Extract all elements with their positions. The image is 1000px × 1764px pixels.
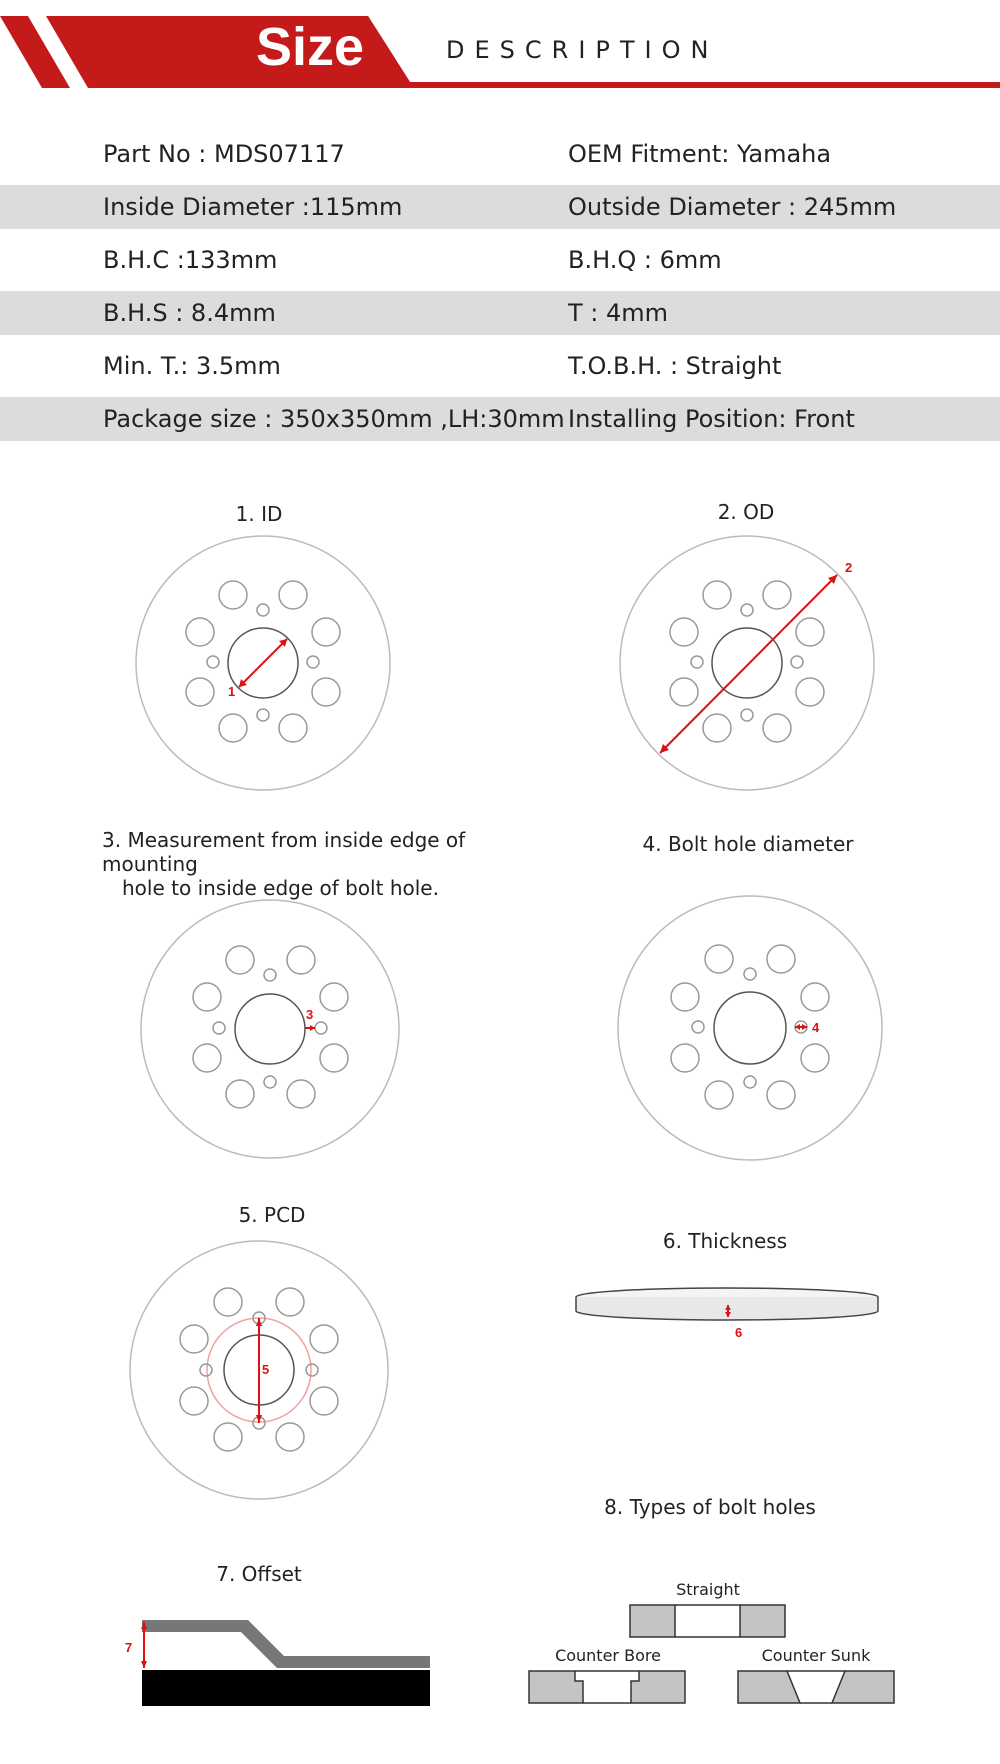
caption-od: 2. OD bbox=[717, 500, 775, 524]
spec-part-no: Part No : MDS07117 bbox=[103, 140, 345, 168]
od-disc-diagram bbox=[617, 533, 887, 793]
measurement-marker: 3 bbox=[306, 1007, 314, 1022]
caption-bolt-hole: 4. Bolt hole diameter bbox=[642, 832, 854, 856]
measurement-disc-diagram bbox=[138, 897, 403, 1162]
id-marker: 1 bbox=[228, 684, 236, 699]
caption-pcd: 5. PCD bbox=[238, 1203, 306, 1227]
thickness-diagram bbox=[570, 1285, 890, 1345]
caption-measurement-line1: 3. Measurement from inside edge of mounting bbox=[102, 828, 466, 876]
spec-table bbox=[0, 132, 1000, 450]
spec-package-size: Package size : 350x350mm ,LH:30mm bbox=[103, 405, 565, 433]
od-marker: 2 bbox=[845, 560, 853, 575]
spec-row bbox=[0, 397, 1000, 441]
counter-sunk-label: Counter Sunk bbox=[761, 1646, 871, 1665]
header-banner bbox=[0, 0, 1000, 100]
id-disc-diagram bbox=[133, 533, 393, 793]
spec-installing-position: Installing Position: Front bbox=[568, 405, 855, 433]
bolt-hole-disc-diagram bbox=[617, 895, 887, 1165]
spec-row bbox=[0, 238, 1000, 282]
header-title: Size bbox=[255, 17, 365, 77]
spec-thickness: T : 4mm bbox=[568, 299, 669, 327]
spec-row bbox=[0, 132, 1000, 176]
spec-row bbox=[0, 185, 1000, 229]
bolt-hole-marker: 4 bbox=[812, 1020, 820, 1035]
caption-id: 1. ID bbox=[235, 502, 283, 526]
spec-oem-fitment: OEM Fitment: Yamaha bbox=[568, 140, 832, 168]
spec-bhq: B.H.Q : 6mm bbox=[568, 246, 722, 274]
offset-marker: 7 bbox=[125, 1640, 133, 1655]
caption-measurement-line2: hole to inside edge of bolt hole. bbox=[122, 876, 439, 900]
caption-offset: 7. Offset bbox=[216, 1562, 302, 1586]
spec-row bbox=[0, 344, 1000, 388]
pcd-marker: 5 bbox=[262, 1362, 270, 1377]
spec-min-thickness: Min. T.: 3.5mm bbox=[103, 352, 281, 380]
spec-tobh: T.O.B.H. : Straight bbox=[568, 352, 782, 380]
counter-bore-label: Counter Bore bbox=[555, 1646, 661, 1665]
spec-inside-diameter: Inside Diameter :115mm bbox=[103, 193, 403, 221]
straight-label: Straight bbox=[676, 1580, 740, 1599]
thickness-marker: 6 bbox=[735, 1325, 743, 1340]
spec-bhc: B.H.C :133mm bbox=[103, 246, 278, 274]
caption-thickness: 6. Thickness bbox=[662, 1229, 788, 1253]
caption-bolt-types: 8. Types of bolt holes bbox=[604, 1495, 816, 1519]
caption-measurement bbox=[102, 828, 562, 900]
spec-row bbox=[0, 291, 1000, 335]
offset-diagram bbox=[120, 1610, 440, 1710]
spec-bhs: B.H.S : 8.4mm bbox=[103, 299, 276, 327]
bolt-types-diagram bbox=[525, 1575, 905, 1715]
pcd-disc-diagram bbox=[128, 1240, 393, 1505]
spec-outside-diameter: Outside Diameter : 245mm bbox=[568, 193, 897, 221]
header-description: DESCRIPTION bbox=[446, 36, 719, 64]
